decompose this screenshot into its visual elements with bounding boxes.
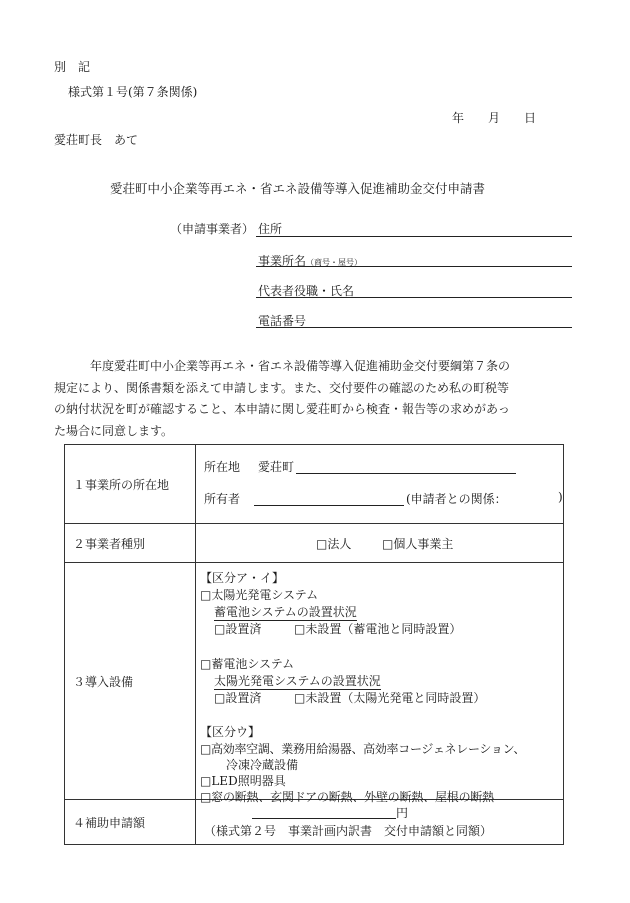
option-sole-proprietor[interactable]: □個人事業主 xyxy=(382,537,454,551)
phone-label: 電話番号 xyxy=(258,314,307,328)
checkbox-hvac[interactable]: □高効率空調、業務用給湯器、高効率コージェネレーション、 xyxy=(200,742,526,756)
checkbox-installed-battery[interactable]: □設置済 xyxy=(214,622,262,636)
amount-cell xyxy=(196,800,564,845)
office-name-note: （商号・屋号） xyxy=(306,258,363,267)
location-cell xyxy=(196,445,564,524)
checkbox-insulation[interactable]: □窓の断熱、玄関ドアの断熱、外壁の断熱、屋根の断熱 xyxy=(200,790,494,804)
checkbox-not-installed-battery[interactable]: □未設置（蓄電池と同時設置） xyxy=(294,622,462,636)
addressee: 愛荘町長 あて xyxy=(54,133,139,147)
row-label-location: １事業所の所在地 xyxy=(65,445,196,524)
office-name-text: 事業所名 xyxy=(258,254,307,268)
table-row xyxy=(65,563,564,800)
row-label-type: ２事業者種別 xyxy=(65,524,196,563)
office-name-line[interactable] xyxy=(256,266,572,267)
form-number: 様式第１号(第７条関係) xyxy=(68,85,198,99)
location-line[interactable] xyxy=(296,473,516,474)
option-corporation[interactable]: □法人 xyxy=(316,537,352,551)
relation-close: ) xyxy=(558,490,563,504)
section-a-b: 【区分ア・イ】 xyxy=(200,571,285,585)
owner-line[interactable] xyxy=(254,505,404,506)
table-row xyxy=(65,445,564,524)
date-field: 年 月 日 xyxy=(452,111,537,125)
body-paragraph xyxy=(54,356,584,442)
body-line: 年度愛荘町中小企業等再エネ・省エネ設備等導入促進補助金交付要綱第７条の xyxy=(90,359,511,373)
application-table xyxy=(64,444,564,845)
representative-label: 代表者役職・氏名 xyxy=(258,284,355,298)
equipment-cell xyxy=(196,563,564,804)
page-title: 愛荘町中小企業等再エネ・省エネ設備等導入促進補助金交付申請書 xyxy=(110,181,486,196)
section-c: 【区分ウ】 xyxy=(200,725,261,739)
checkbox-battery[interactable]: □蓄電池システム xyxy=(200,657,295,671)
checkbox-solar[interactable]: □太陽光発電システム xyxy=(200,588,319,602)
row-label-equipment: ３導入設備 xyxy=(65,563,196,800)
owner-label: 所有者 xyxy=(204,492,241,506)
checkbox-not-installed-solar[interactable]: □未設置（太陽光発電と同時設置） xyxy=(294,691,486,705)
solar-status-heading: 太陽光発電システムの設置状況 xyxy=(214,674,381,688)
body-line: の納付状況を町が確認すること、本申請に関し愛荘町から検査・報告等の求めがあっ xyxy=(54,402,510,416)
relation-label: (申請者との関係： xyxy=(406,492,507,506)
amount-line[interactable] xyxy=(252,818,396,819)
body-line: た場合に同意します。 xyxy=(54,423,174,438)
type-cell xyxy=(196,524,564,563)
checkbox-installed-solar[interactable]: □設置済 xyxy=(214,691,262,705)
representative-line[interactable] xyxy=(256,297,572,298)
address-line[interactable] xyxy=(256,236,572,237)
annex-label: 別 記 xyxy=(54,60,91,74)
location-label: 所在地 xyxy=(204,460,241,474)
phone-line[interactable] xyxy=(256,327,572,328)
table-row xyxy=(65,524,564,563)
address-label: 住所 xyxy=(258,222,283,236)
checkbox-led[interactable]: □LED照明器具 xyxy=(200,774,286,788)
yen-unit: 円 xyxy=(396,806,409,820)
applicant-label: （申請事業者） xyxy=(170,222,255,236)
town-name: 愛荘町 xyxy=(258,460,295,474)
table-row xyxy=(65,800,564,845)
battery-status-heading: 蓄電池システムの設置状況 xyxy=(214,605,357,619)
body-line: 規定により、関係書類を添えて申請します。また、交付要件の確認のため私の町税等 xyxy=(54,380,510,395)
hvac-continued: 冷凍冷蔵設備 xyxy=(226,758,299,772)
row-label-amount: ４補助申請額 xyxy=(65,800,196,845)
amount-note: （様式第２号 事業計画内訳書 交付申請額と同額） xyxy=(204,824,493,838)
